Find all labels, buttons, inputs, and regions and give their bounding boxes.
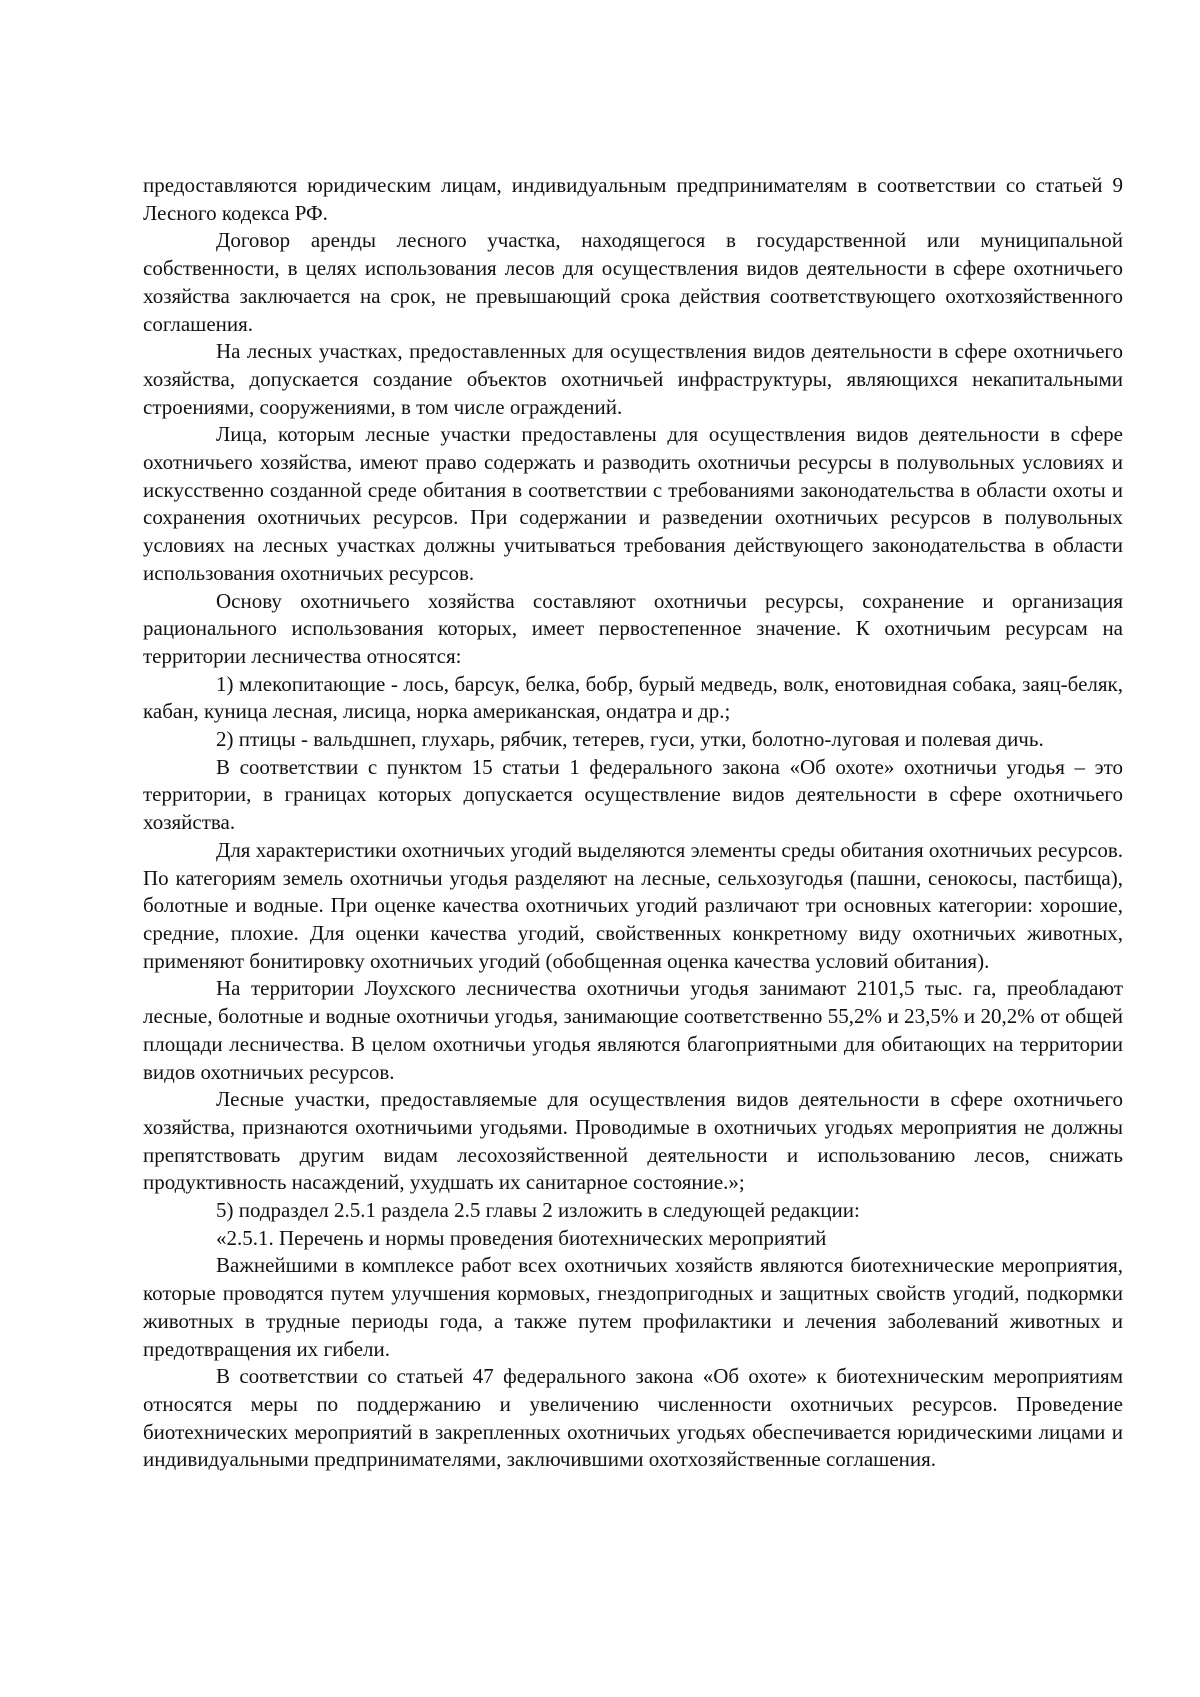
paragraph-6: 1) млекопитающие - лось, барсук, белка, бобр, бурый медведь, волк, енотовидная собака, заяц-беляк, кабан, куница лесная, лисица, норка американская, ондатра и др.; (143, 671, 1123, 724)
paragraph-12: 5) подраздел 2.5.1 раздела 2.5 главы 2 изложить в следующей редакции: (216, 1198, 860, 1223)
document-page (143, 172, 1123, 1474)
paragraph-2: Договор аренды лесного участка, находящегося в государственной или муниципальной собственности, в целях использования лесов для осуществления видов деятельности в сфере охотничьего хозяйства заключается на срок, не превышающий срока действия соответствующего охотхозяйственного соглашения. (143, 228, 1123, 336)
paragraph-8: В соответствии с пунктом 15 статьи 1 федерального закона «Об охоте» охотничьи угодья – это территории, в границах которых допускается осуществление видов деятельности в сфере охотничьего хозяйства. (143, 754, 1123, 835)
paragraph-13: «2.5.1. Перечень и нормы проведения биотехнических мероприятий (216, 1225, 827, 1250)
paragraph-5: Основу охотничьего хозяйства составляют охотничьи ресурсы, сохранение и организация рационального использования которых, имеет первостепенное значение. К охотничьим ресурсам на территории лесничества относятся: (143, 588, 1123, 668)
paragraph-11: Лесные участки, предоставляемые для осуществления видов деятельности в сфере охотничьего хозяйства, признаются охотничьими угодьями. Проводимые в охотничьих угодьях мероприятия не должны препятствовать другим видам лесохозяйственной деятельности и использованию лесов, снижать продуктивность насаждений, ухудшать их санитарное состояние.»; (143, 1087, 1123, 1195)
paragraph-9: Для характеристики охотничьих угодий выделяются элементы среды обитания охотничьих ресурсов. По категориям земель охотничьи угодья разделяют на лесные, сельхозугодья (пашни, сенокосы, пастбища), болотные и водные. При оценке качества охотничьих угодий различают три основных категории: хорошие, средние, плохие. Для оценки качества угодий, свойственных конкретному виду охотничьих животных, применяют бонитировку охотничьих угодий (обобщенная оценка качества условий обитания). (143, 837, 1123, 973)
paragraph-7: 2) птицы - вальдшнеп, глухарь, рябчик, тетерев, гуси, утки, болотно-луговая и полевая дичь. (216, 727, 1044, 752)
paragraph-10: На территории Лоухского лесничества охотничьи угодья занимают 2101,5 тыс. га, преобладают лесные, болотные и водные охотничьи угодья, занимающие соответственно 55,2% и 23,5% и 20,2% от общей площади лесничества. В целом охотничьи угодья являются благоприятными для обитающих на территории видов охотничьих ресурсов. (143, 976, 1123, 1084)
paragraph-3: На лесных участках, предоставленных для осуществления видов деятельности в сфере охотничьего хозяйства, допускается создание объектов охотничьей инфраструктуры, являющихся некапитальными строениями, сооружениями, в том числе ограждений. (143, 339, 1123, 419)
paragraph-1: предоставляются юридическим лицам, индивидуальным предпринимателям в соответствии со статьей 9 Лесного кодекса РФ. (143, 173, 1123, 225)
paragraph-4: Лица, которым лесные участки предоставлены для осуществления видов деятельности в сфере охотничьего хозяйства, имеют право содержать и разводить охотничьи ресурсы в полувольных условиях и искусственно созданной среде обитания в соответствии с требованиями законодательства в области охоты и сохранения охотничьих ресурсов. При содержании и разведении охотничьих ресурсов в полувольных условиях на лесных участках должны учитываться требования действующего законодательства в области использования охотничьих ресурсов. (143, 422, 1123, 585)
paragraph-15: В соответствии со статьей 47 федерального закона «Об охоте» к биотехническим мероприятиям относятся меры по поддержанию и увеличению численности охотничьих ресурсов. Проведение биотехнических мероприятий в закрепленных охотничьих угодьях обеспечивается юридическими лицами и индивидуальными предпринимателями, заключившими охотхозяйственные соглашения. (143, 1364, 1123, 1472)
paragraph-14: Важнейшими в комплексе работ всех охотничьих хозяйств являются биотехнические мероприятия, которые проводятся путем улучшения кормовых, гнездопригодных и защитных свойств угодий, подкормки животных в трудные периоды года, а также путем профилактики и лечения заболеваний животных и предотвращения их гибели. (143, 1253, 1123, 1361)
